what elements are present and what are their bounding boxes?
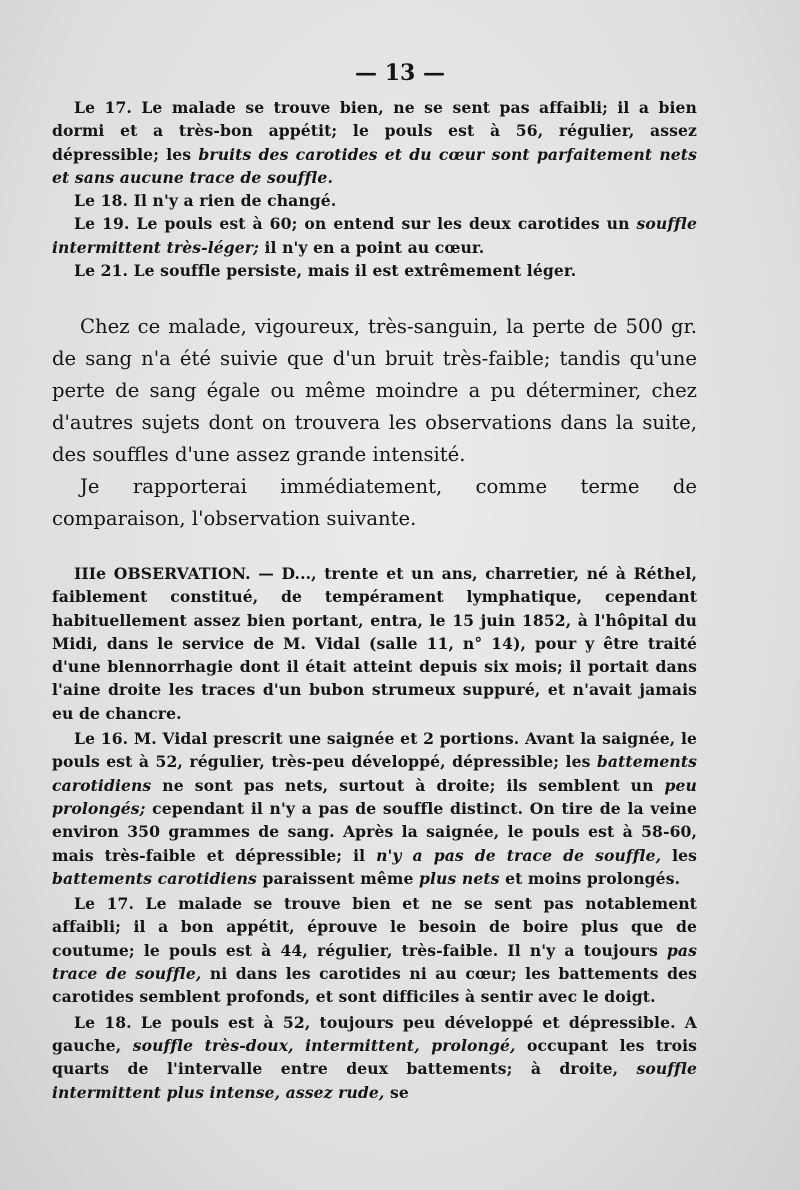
note-day-19: Le 19. Le pouls est à 60; on entend sur les deux carotides un souffle intermittent très-léger; il n'y en a point au cœur. xyxy=(52,214,697,257)
commentary-paragraph-1: Chez ce malade, vigoureux, très-sanguin, la perte de 500 gr. de sang n'a été suivie que d'un bruit très-faible; tandis qu'une perte de sang égale ou même moindre a pu déterminer, chez d'autres sujets dont on trouvera les observations dans la suite, des souffles d'une assez grande intensité. xyxy=(52,315,697,466)
daily-notes-block xyxy=(52,96,697,282)
obs3-day-16: Le 16. M. Vidal prescrit une saignée et 2 portions. Avant la saignée, le pouls est à 52, régulier, très-peu développé, dépressible; les battements carotidiens ne sont pas nets, surtout à droite; ils semblent un peu prolongés; cependant il n'y a pas de souffle distinct. On tire de la veine environ 350 grammes de sang. Après la saignée, le pouls est à 58-60, mais très-faible et dépressible; il n'y a pas de trace de souffle, les battements carotidiens paraissent même plus nets et moins prolongés. xyxy=(52,729,698,888)
note-day-21: Le 21. Le souffle persiste, mais il est extrêmement léger. xyxy=(74,261,577,281)
note-day-17: Le 17. Le malade se trouve bien, ne se sent pas affaibli; il a bien dormi et a très-bon appétit; le pouls est à 56, régulier, assez dépressible; les bruits des carotides et du cœur sont parfaitement nets et sans aucune trace de souffle. xyxy=(52,98,697,187)
note-day-18: Le 18. Il n'y a rien de changé. xyxy=(74,191,337,211)
observation-3-block xyxy=(52,562,697,1104)
obs3-day-17: Le 17. Le malade se trouve bien et ne se sent pas notablement affaibli; il a bon appétit, éprouve le besoin de boire plus que de coutume; le pouls est à 44, régulier, très-faible. Il n'y a toujours pas trace de souffle, ni dans les carotides ni au cœur; les battements des carotides semblent profonds, et sont difficiles à sentir avec le doigt. xyxy=(52,894,697,1007)
observation-3-intro: IIIe OBSERVATION. — D..., trente et un ans, charretier, né à Réthel, faiblement constitué, de tempérament lymphatique, cependant habituellement assez bien portant, entra, le 15 juin 1852, à l'hôpital du Midi, dans le service de M. Vidal (salle 11, n° 14), pour y être traité d'une blennorrhagie dont il était atteint depuis six mois; il portait dans l'aine droite les traces d'un bubon strumeux suppuré, et n'avait jamais eu de chancre. xyxy=(52,564,697,723)
commentary-paragraph-2: Je rapporterai immédiatement, comme terme de comparaison, l'observation suivante. xyxy=(52,475,697,530)
obs3-day-18: Le 18. Le pouls est à 52, toujours peu développé et dépressible. A gauche, souffle très-doux, intermittent, prolongé, occupant les trois quarts de l'intervalle entre deux battements; à droite, souffle intermittent plus intense, assez rude, se xyxy=(52,1012,698,1102)
page-number: — 13 — xyxy=(355,60,445,86)
commentary-block xyxy=(52,311,697,535)
